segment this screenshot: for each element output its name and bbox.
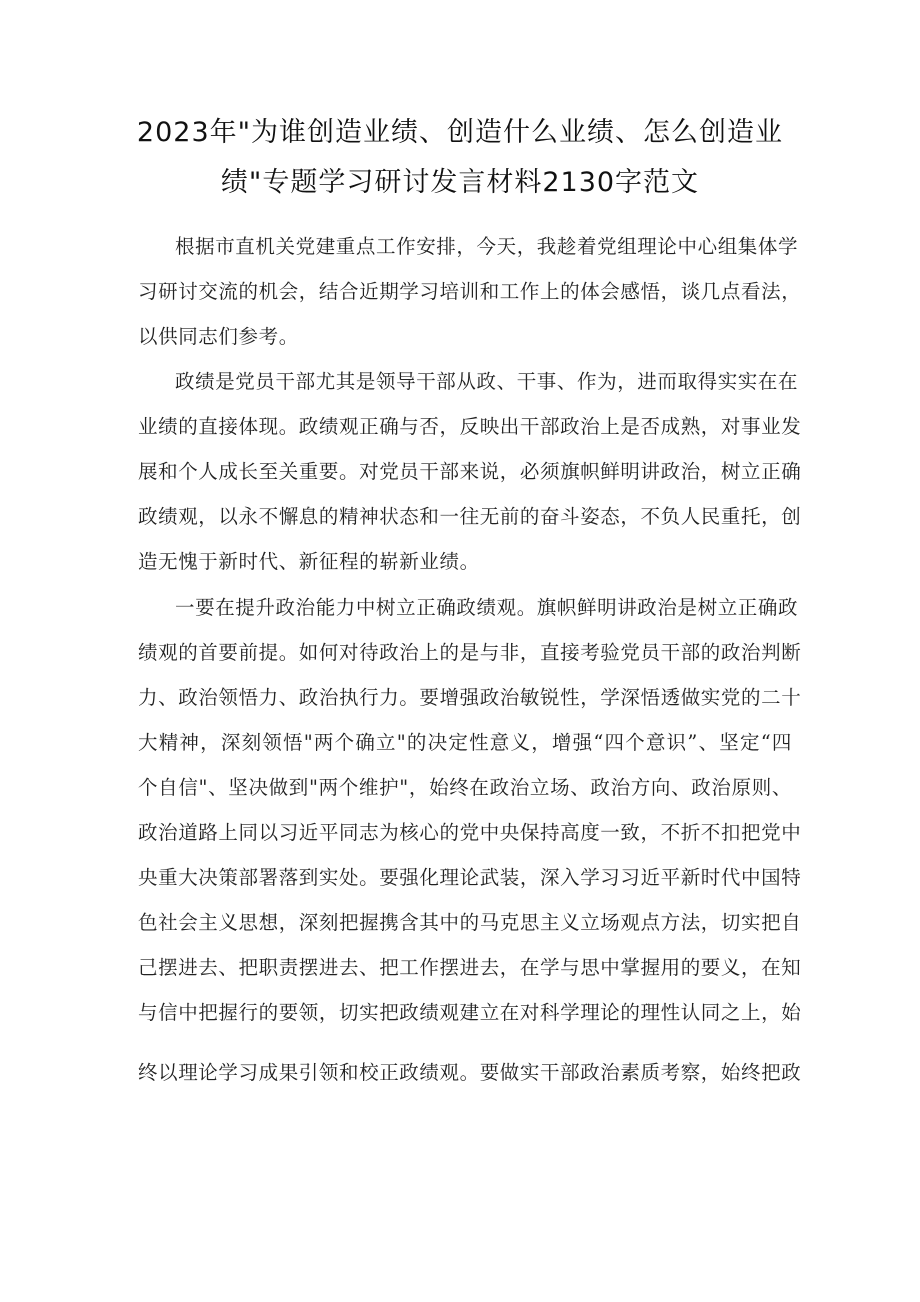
body-line: 绩观的首要前提。如何对待政治上的是与非，直接考验党员干部的政治判断 (138, 641, 802, 664)
body-line: 习研讨交流的机会，结合近期学习培训和工作上的体会感悟，谈几点看法， (138, 280, 802, 303)
body-line: 展和个人成长至关重要。对党员干部来说，必须旗帜鲜明讲政治，树立正确 (138, 460, 802, 483)
body-line: 一要在提升政治能力中树立正确政绩观。旗帜鲜明讲政治是树立正确政 (175, 596, 799, 619)
body-line: 色社会主义思想，深刻把握携含其中的马克思主义立场观点方法，切实把自 (138, 911, 802, 934)
body-line: 政绩是党员干部尤其是领导干部从政、干事、作为，进而取得实实在在 (175, 370, 799, 393)
body-line: 以供同志们参考。 (138, 325, 299, 348)
body-line: 力、政治领悟力、政治执行力。要增强政治敏锐性，学深悟透做实党的二十 (138, 686, 802, 709)
body-line: 业绩的直接体现。政绩观正确与否，反映出干部政治上是否成熟，对事业发 (138, 415, 802, 438)
body-line: 己摆进去、把职责摆进去、把工作摆进去，在学与思中掌握用的要义，在知 (138, 956, 802, 979)
body-line: 大精神，深刻领悟"两个确立"的决定性意义，增强“四个意识”、坚定“四 (138, 731, 792, 754)
body-line: 终以理论学习成果引领和校正政绩观。要做实干部政治素质考察，始终把政 (138, 1061, 802, 1084)
body-line: 央重大决策部署落到实处。要强化理论武装，深入学习习近平新时代中国特 (138, 866, 802, 889)
body-line: 与信中把握行的要领，切实把政绩观建立在对科学理论的理性认同之上，始 (138, 1001, 802, 1024)
body-line: 个自信"、坚决做到"两个维护"，始终在政治立场、政治方向、政治原则、 (138, 776, 792, 799)
body-line: 政治道路上同以习近平同志为核心的党中央保持高度一致，不折不扣把党中 (138, 821, 802, 844)
body-line: 根据市直机关党建重点工作安排，今天，我趁着党组理论中心组集体学 (175, 235, 799, 258)
body-line: 政绩观，以永不懈息的精神状态和一往无前的奋斗姿态，不负人民重托，创 (138, 505, 802, 528)
title-line-1: 2023年"为谁创造业绩、创造什么业绩、怎么创造业 (136, 117, 784, 148)
document-title (110, 108, 810, 208)
title-line-2: 绩"专题学习研讨发言材料2130字范文 (220, 167, 700, 198)
body-line: 造无愧于新时代、新征程的崭新业绩。 (138, 550, 480, 573)
